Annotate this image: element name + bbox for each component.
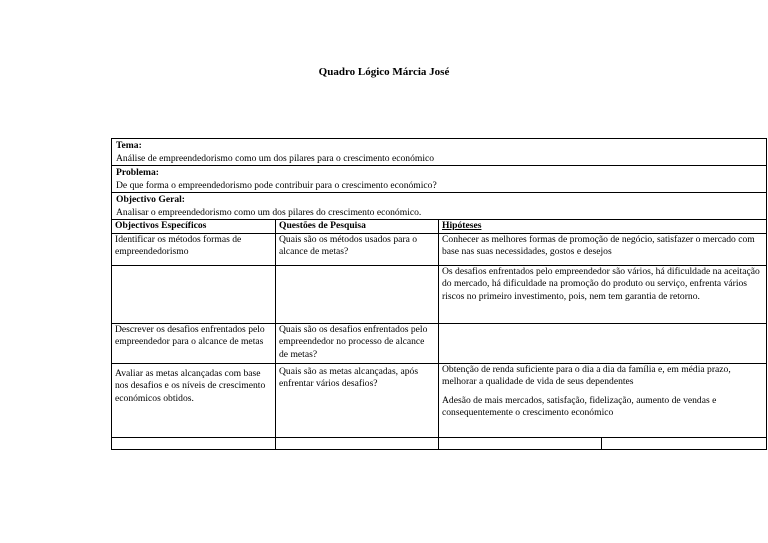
objectivo-geral-text: Analisar o empreendedorismo como um dos pilares do crescimento económico. [116,206,422,218]
empty-cell [276,437,439,449]
objectivo-geral-row [112,193,767,220]
objectivo-geral-cell [112,193,767,220]
questao-cell: Quais são as metas alcançadas, após enfrentar vários desafios? [276,363,439,437]
table-row [112,233,767,265]
hipotese-paragraph: Obtenção de renda suficiente para o dia a dia da família e, em média prazo, melhorar a qualidade de vida de seus dependentes [442,363,731,387]
problema-row [112,166,767,193]
table-row [112,363,767,437]
objectivo-geral-label: Objectivo Geral: [116,194,185,205]
objectivo-cell: Avaliar as metas alcançadas com base nos desafios e os níveis de crescimento económicos obtidos. [112,363,276,437]
hipotese-paragraph: Adesão de mais mercados, satisfação, fidelização, aumento de vendas e consequentemente o crescimento económico [442,394,717,418]
empty-table-row [112,437,767,449]
table-row [112,265,767,323]
objectivo-cell: Descrever os desafios enfrentados pelo empreendedor para o alcance de metas [112,323,276,363]
empty-cell [439,437,602,449]
empty-cell [602,437,767,449]
hipotese-cell [439,323,767,363]
problema-label: Problema: [116,167,159,178]
hipotese-cell: Os desafios enfrentados pelo empreendedor são vários, há dificuldade na aceitação do mercado, há dificuldade na promoção do produto ou serviço, enfrenta vários riscos no primeiro investimento, pois, nem tem garantia de retorno. [439,265,767,323]
column-header-row [112,220,767,234]
document-title: Quadro Lógico Márcia José [318,66,450,78]
hipotese-cell [439,363,767,437]
tema-label: Tema: [116,140,142,151]
questao-cell [276,265,439,323]
tema-cell [112,139,767,166]
questao-cell: Quais são os métodos usados para o alcance de metas? [276,233,439,265]
table-row [112,323,767,363]
questao-cell: Quais são os desafios enfrentados pelo empreendedor no processo de alcance de metas? [276,323,439,363]
empty-cell [112,437,276,449]
column-header-objectivos: Objectivos Específicos [112,220,276,234]
column-header-questoes: Questões de Pesquisa [276,220,439,234]
hipotese-cell: Conhecer as melhores formas de promoção de negócio, satisfazer o mercado com base nas suas necessidades, gostos e desejos [439,233,767,265]
tema-row [112,139,767,166]
objectivo-cell [112,265,276,323]
column-header-hipoteses-text: Hipóteses [442,220,482,231]
objectivo-cell: Identificar os métodos formas de empreendedorismo [112,233,276,265]
problema-text: De que forma o empreendedorismo pode contribuir para o crescimento económico? [116,179,437,191]
logical-framework-table [111,138,767,450]
problema-cell [112,166,767,193]
tema-text: Análise de empreendedorismo como um dos pilares para o crescimento económico [116,152,435,164]
column-header-hipoteses [439,220,767,234]
